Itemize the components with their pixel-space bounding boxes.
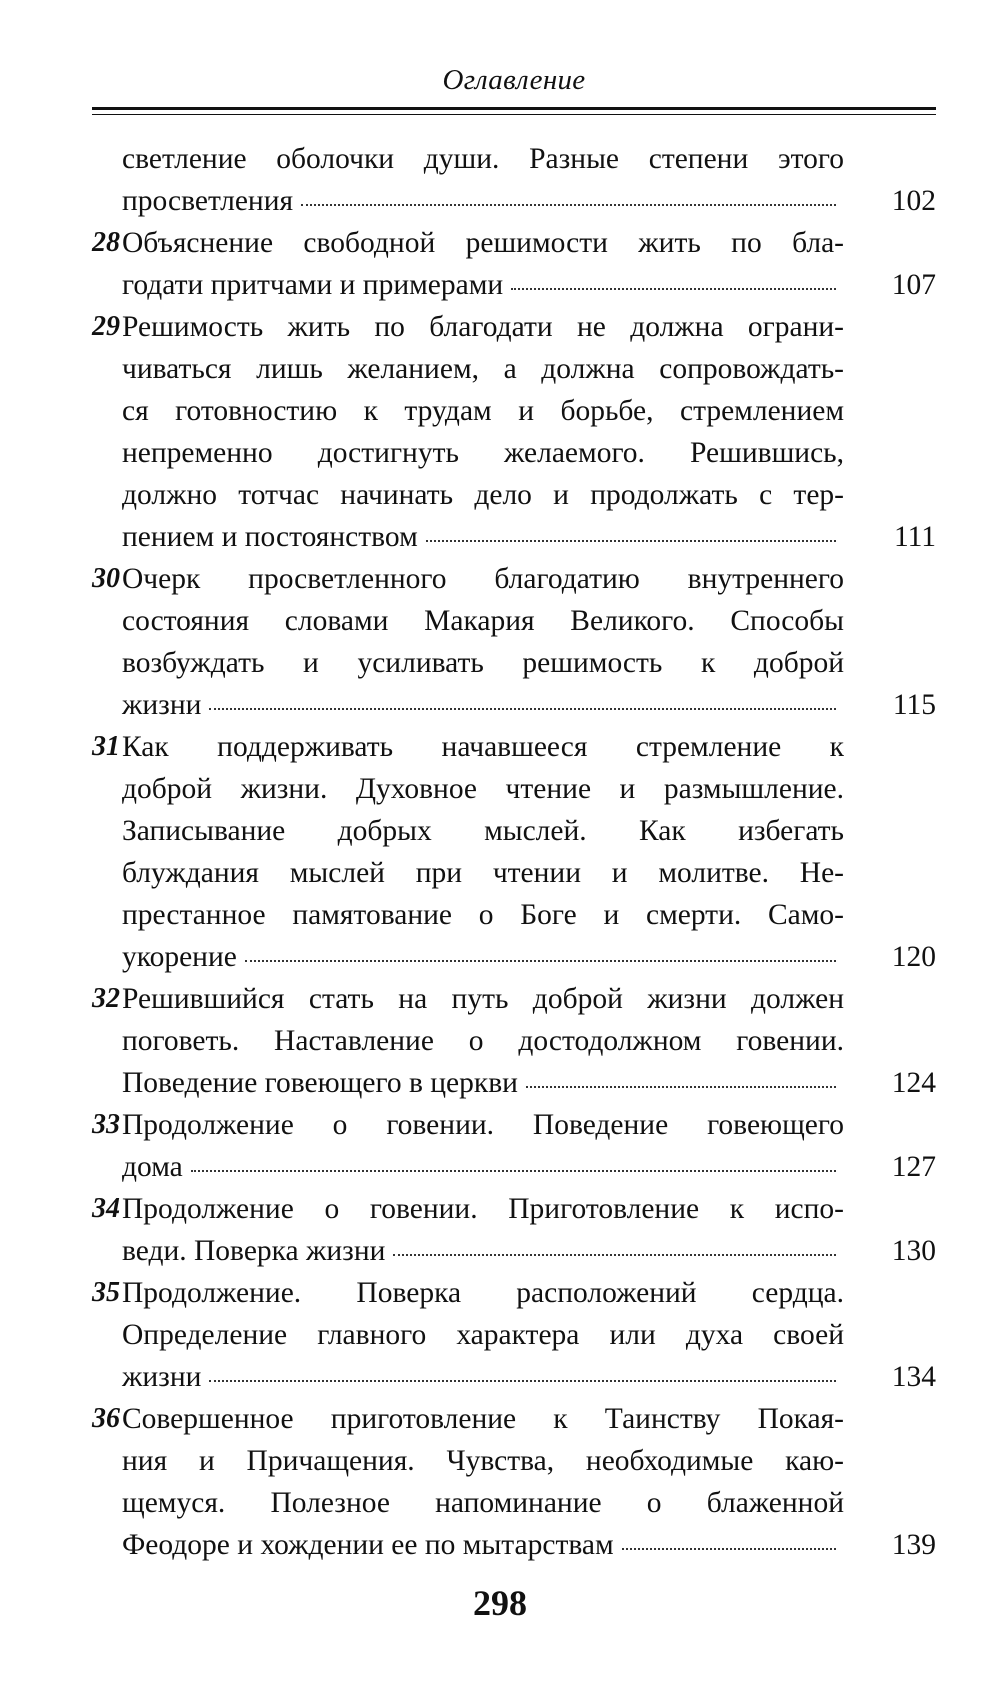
dot-leader xyxy=(393,1254,836,1256)
toc-entry-text: дома xyxy=(122,1151,183,1183)
toc-entry-line: Записывание добрых мыслей. Как избегать xyxy=(122,815,844,847)
toc-entry-line: щемуся. Полезное напоминание о блаженной xyxy=(122,1487,844,1519)
toc-entry-line: ся готовностию к трудам и борьбе, стремлением xyxy=(122,395,844,427)
chapter-number: 33 xyxy=(92,1109,120,1140)
toc-entry-text: веди. Поверка жизни xyxy=(122,1235,386,1267)
chapter-number: 32 xyxy=(92,983,120,1014)
toc-entry xyxy=(92,138,936,222)
dot-leader xyxy=(209,708,836,710)
chapter-number: 31 xyxy=(92,731,120,762)
toc-entry-line: поговеть. Наставление о достодолжном говении. xyxy=(122,1025,844,1057)
toc-entry xyxy=(92,1272,936,1398)
toc-entry-text: Поведение говеющего в церкви xyxy=(122,1067,518,1099)
header-rule-thick xyxy=(92,107,936,110)
toc-entry-line: чиваться лишь желанием, а должна сопровождать- xyxy=(122,353,844,385)
dot-leader xyxy=(209,1380,836,1382)
toc-entry-line: ния и Причащения. Чувства, необходимые каю- xyxy=(122,1445,844,1477)
toc-entry-line: Определение главного характера или духа своей xyxy=(122,1319,844,1351)
toc-entry-line: доброй жизни. Духовное чтение и размышление. xyxy=(122,773,844,805)
toc-entry-line: Очерк просветленного благодатию внутреннего xyxy=(122,563,844,595)
toc-entry xyxy=(92,558,936,726)
toc-entry-line: Продолжение о говении. Поведение говеющего xyxy=(122,1109,844,1141)
chapter-number: 29 xyxy=(92,311,120,342)
toc-entry xyxy=(92,978,936,1104)
toc-entry-line: светление оболочки души. Разные степени этого xyxy=(122,143,844,175)
toc-entry-line: состояния словами Макария Великого. Способы xyxy=(122,605,844,637)
toc-entry-line: Решимость жить по благодати не должна ограни- xyxy=(122,311,844,343)
toc-entry-line: Продолжение о говении. Приготовление к испо- xyxy=(122,1193,844,1225)
page-reference: 139 xyxy=(891,1529,936,1561)
running-head: Оглавление xyxy=(442,64,586,96)
chapter-number: 28 xyxy=(92,227,120,258)
toc-entry-line xyxy=(92,1062,844,1104)
toc-entry xyxy=(92,222,936,306)
chapter-number: 34 xyxy=(92,1193,120,1224)
toc-entry-line xyxy=(92,1230,844,1272)
page-reference: 130 xyxy=(891,1235,936,1267)
page-number: 298 xyxy=(473,1583,527,1623)
toc-entry-line: Продолжение. Поверка расположений сердца. xyxy=(122,1277,844,1309)
toc-entry-line: Совершенное приготовление к Таинству Покая- xyxy=(122,1403,844,1435)
dot-leader xyxy=(301,204,836,206)
page-reference: 124 xyxy=(891,1067,936,1099)
toc-entry-line xyxy=(92,1524,844,1566)
toc-entry-line: Решившийся стать на путь доброй жизни должен xyxy=(122,983,844,1015)
toc-entry-line: Объяснение свободной решимости жить по бла- xyxy=(122,227,844,259)
toc-entry-line: возбуждать и усиливать решимость к доброй xyxy=(122,647,844,679)
toc-entry-line xyxy=(92,684,844,726)
dot-leader xyxy=(245,960,836,962)
toc-entry-text: жизни xyxy=(122,689,202,721)
toc-entry-text: просветления xyxy=(122,185,294,217)
toc-entry-line xyxy=(92,1356,844,1398)
toc-entry-text: укорение xyxy=(122,941,237,973)
toc-entry-line: должно тотчас начинать дело и продолжать с тер- xyxy=(122,479,844,511)
dot-leader xyxy=(526,1086,836,1088)
chapter-number: 35 xyxy=(92,1277,120,1308)
page-reference: 127 xyxy=(891,1151,936,1183)
toc-entry-text: жизни xyxy=(122,1361,202,1393)
toc-entry-line: престанное памятование о Боге и смерти. Само- xyxy=(122,899,844,931)
page-reference: 111 xyxy=(893,521,936,553)
toc-entry-text: пением и постоянством xyxy=(122,521,418,553)
toc-entry-line: непременно достигнуть желаемого. Решившись, xyxy=(122,437,844,469)
table-of-contents xyxy=(92,138,936,1566)
page-reference: 107 xyxy=(891,269,936,301)
toc-entry xyxy=(92,1104,936,1188)
toc-entry-line xyxy=(92,180,844,222)
toc-entry xyxy=(92,726,936,978)
dot-leader xyxy=(426,540,836,542)
dot-leader xyxy=(511,288,836,290)
page-reference: 115 xyxy=(892,689,936,721)
toc-entry xyxy=(92,306,936,558)
chapter-number: 30 xyxy=(92,563,120,594)
toc-entry-line xyxy=(92,936,844,978)
page-reference: 134 xyxy=(891,1361,936,1393)
toc-entry-text: Феодоре и хождении ее по мытарствам xyxy=(122,1529,614,1561)
dot-leader xyxy=(622,1548,836,1550)
toc-entry-text: годати притчами и примерами xyxy=(122,269,504,301)
toc-entry-line xyxy=(92,264,844,306)
dot-leader xyxy=(191,1170,836,1172)
header-rule-thin xyxy=(92,114,936,115)
toc-entry-line: блуждания мыслей при чтении и молитве. Не- xyxy=(122,857,844,889)
toc-entry xyxy=(92,1188,936,1272)
page-reference: 102 xyxy=(891,185,936,217)
toc-entry xyxy=(92,1398,936,1566)
chapter-number: 36 xyxy=(92,1403,120,1434)
page-reference: 120 xyxy=(891,941,936,973)
toc-entry-line xyxy=(92,516,844,558)
toc-entry-line xyxy=(92,1146,844,1188)
toc-entry-line: Как поддерживать начавшееся стремление к xyxy=(122,731,844,763)
